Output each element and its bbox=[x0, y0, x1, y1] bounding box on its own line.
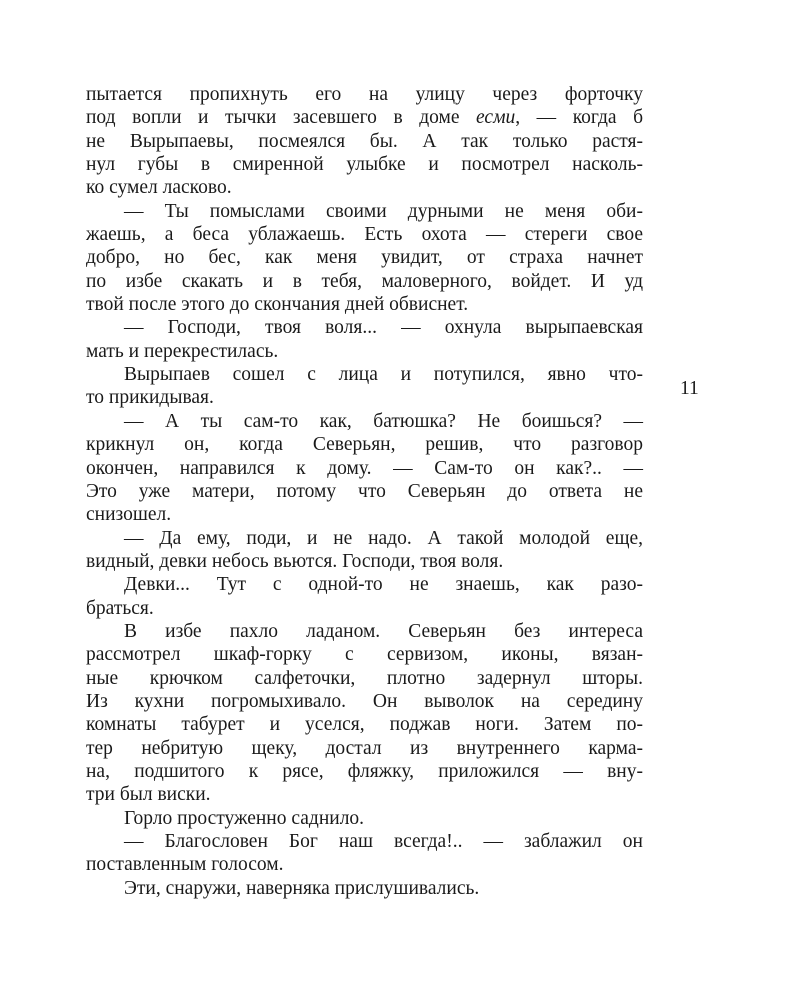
text-line: браться. bbox=[86, 597, 154, 619]
text-line: ные крючком салфеточки, плотно задернул шторы. bbox=[86, 667, 643, 689]
text-line: нул губы в смиренной улыбке и посмотрел насколь- bbox=[86, 154, 643, 176]
text-line: — А ты сам-то как, батюшка? Не боишься? — bbox=[124, 410, 643, 432]
text-line: В избе пахло ладаном. Северьян без интереса bbox=[124, 620, 643, 642]
text-line: — Господи, твоя воля... — охнула вырыпаевская bbox=[124, 317, 643, 339]
text-line: Вырыпаев сошел с лица и потупился, явно что- bbox=[124, 364, 643, 386]
text-line: добро, но бес, как меня увидит, от страха начнет bbox=[86, 247, 643, 269]
text-line: окончен, направился к дому. — Сам-то он как?.. — bbox=[86, 457, 643, 479]
text-line: Эти, снаружи, наверняка прислушивались. bbox=[124, 877, 480, 899]
text-fragment: , — когда б bbox=[515, 107, 643, 129]
text-line: Горло простуженно саднило. bbox=[124, 807, 365, 829]
text-line: на, подшитого к рясе, фляжку, приложился — вну- bbox=[86, 760, 643, 782]
text-line: крикнул он, когда Северьян, решив, что разговор bbox=[86, 434, 643, 456]
text-line: — Ты помыслами своими дурными не меня оби- bbox=[124, 200, 643, 222]
text-line: жаешь, а беса ублажаешь. Есть охота — стереги свое bbox=[86, 224, 643, 246]
text-line: три был виски. bbox=[86, 784, 211, 806]
text-line: видный, девки небось вьются. Господи, твоя воля. bbox=[86, 550, 504, 572]
text-line: тер небритую щеку, достал из внутреннего карма- bbox=[86, 737, 643, 759]
text-line: Из кухни погромыхивало. Он выволок на середину bbox=[86, 690, 643, 712]
text-line: мать и перекрестилась. bbox=[86, 340, 279, 362]
text-fragment: под вопли и тычки засевшего в доме bbox=[86, 107, 477, 129]
page-number: 11 bbox=[680, 378, 699, 399]
text-line: не Вырыпаевы, посмеялся бы. А так только растя- bbox=[86, 130, 643, 152]
text-line: — Да ему, поди, и не надо. А такой молодой еще, bbox=[124, 527, 643, 549]
text-line: — Благословен Бог наш всегда!.. — заблажил он bbox=[124, 831, 643, 852]
text-line: ко сумел ласково. bbox=[86, 177, 232, 199]
text-line: снизошел. bbox=[86, 504, 172, 526]
text-line: Это уже матери, потому что Северьян до ответа не bbox=[86, 480, 643, 502]
text-line: рассмотрел шкаф-горку с сервизом, иконы, вязан- bbox=[86, 644, 643, 666]
text-line: твой после этого до скончания дней обвиснет. bbox=[86, 294, 469, 316]
text-line: Девки... Тут с одной-то не знаешь, как разо- bbox=[124, 574, 643, 596]
body-text bbox=[86, 83, 643, 900]
text-line: по избе скакать и в тебя, маловерного, войдет. И уд bbox=[86, 270, 643, 292]
text-line bbox=[86, 106, 643, 129]
text-line: то прикидывая. bbox=[86, 387, 214, 409]
text-line: пытается пропихнуть его на улицу через форточку bbox=[86, 84, 643, 105]
text-line: поставленным голосом. bbox=[86, 854, 284, 876]
italic-word: есми bbox=[476, 107, 516, 129]
text-line: комнаты табурет и уселся, поджав ноги. Затем по- bbox=[86, 714, 643, 736]
